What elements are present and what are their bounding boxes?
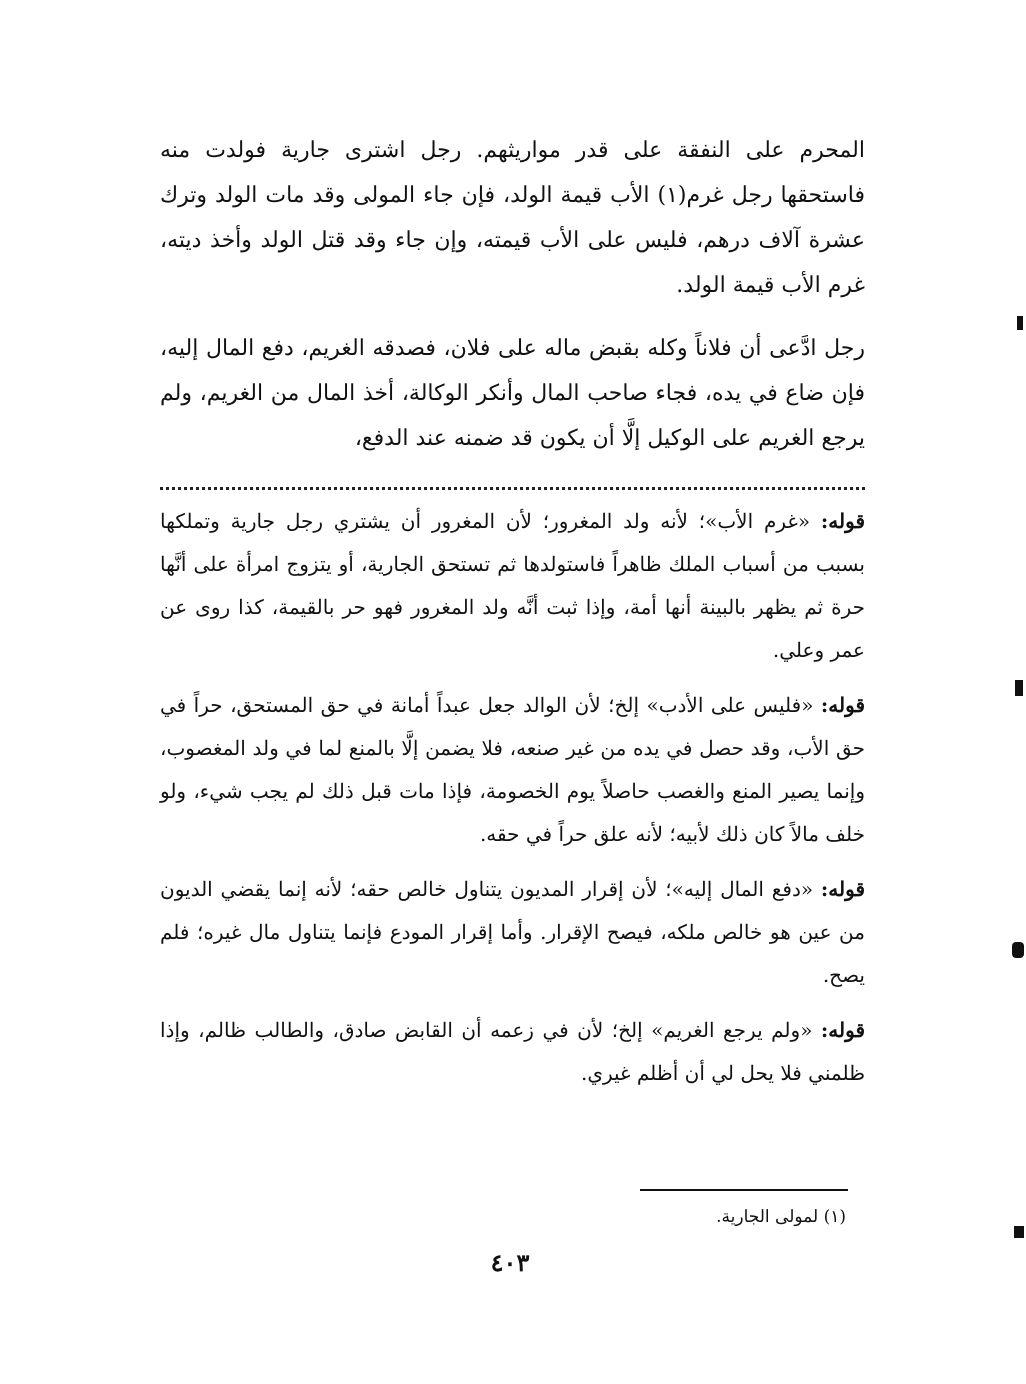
commentary-lead: قوله: bbox=[820, 509, 865, 533]
commentary-paragraph-3 bbox=[160, 868, 865, 997]
scan-edge-mark bbox=[1017, 316, 1023, 330]
footnote-rule bbox=[640, 1189, 848, 1191]
commentary-paragraph-2 bbox=[160, 684, 865, 856]
main-paragraph-2: رجل ادَّعى أن فلاناً وكله بقبض ماله على فلان، فصدقه الغريم، دفع المال إليه، فإن ضاع في يده، فجاء صاحب المال وأنكر الوكالة، أخذ المال من الغريم، ولم يرجع الغريم على الوكيل إلَّا أن يكون قد ضمنه عند الدفع، bbox=[160, 336, 865, 451]
scan-edge-mark bbox=[1012, 942, 1024, 958]
page-number: ٤٠٣ bbox=[490, 1248, 530, 1277]
commentary-lead: قوله: bbox=[820, 1018, 865, 1042]
commentary-paragraph-1 bbox=[160, 500, 865, 672]
main-paragraph-1: المحرم على النفقة على قدر مواريثهم. رجل اشترى جارية فولدت منه فاستحقها رجل غرم(١) الأب قيمة الولد، فإن جاء المولى وقد مات الولد وترك عشرة آلاف درهم، فليس على الأب قيمته، وإن جاء وقد قتل الولد وأخذ ديته، غرم الأب قيمة الولد. bbox=[160, 138, 866, 298]
commentary-text: «دفع المال إليه»؛ لأن إقرار المديون يتناول خالص حقه؛ لأنه إنما يقضي الديون من عين هو خالص ملكه، فيصح الإقرار. وأما إقرار المودع فإنما يتناول مال غيره؛ فلم يصح. bbox=[160, 877, 865, 987]
footnote: (١) لمولى الجارية. bbox=[716, 1207, 846, 1227]
commentary-lead: قوله: bbox=[820, 877, 865, 901]
commentary-text: «ولم يرجع الغريم» إلخ؛ لأن في زعمه أن القابض صادق، والطالب ظالم، وإذا ظلمني فلا يحل لي أن أظلم غيري. bbox=[160, 1018, 865, 1085]
main-text bbox=[160, 128, 865, 461]
commentary-text: «فليس على الأدب» إلخ؛ لأن الوالد جعل عبداً أمانة في حق المستحق، حراً في حق الأب، وقد حصل في يده من غير صنعه، فلا يضمن إلَّا بالمنع لما في ولد المغصوب، وإنما يصير المنع والغصب حاصلاً يوم الخصومة، فإذا مات قبل ذلك لم يجب شيء، ولو خلف مالاً كان ذلك لأبيه؛ لأنه علق حراً في حقه. bbox=[160, 693, 865, 846]
commentary-section bbox=[160, 500, 865, 1095]
commentary-text: «غرم الأب»؛ لأنه ولد المغرور؛ لأن المغرور أن يشتري رجل جارية وتملكها بسبب من أسباب الملك ظاهراً فاستولدها ثم تستحق الجارية، أو يتزوج امرأة على أنَّها حرة ثم يظهر بالبينة أنها أمة، وإذا ثبت أنَّه ولد المغرور فهو حر بالقيمة، كذا روى عن عمر وعلي. bbox=[160, 509, 865, 662]
scan-edge-mark bbox=[1014, 1226, 1024, 1238]
dotted-separator bbox=[160, 487, 865, 494]
page-body bbox=[160, 128, 865, 1095]
commentary-paragraph-4 bbox=[160, 1009, 865, 1095]
scan-edge-mark bbox=[1015, 680, 1023, 696]
commentary-lead: قوله: bbox=[820, 693, 865, 717]
